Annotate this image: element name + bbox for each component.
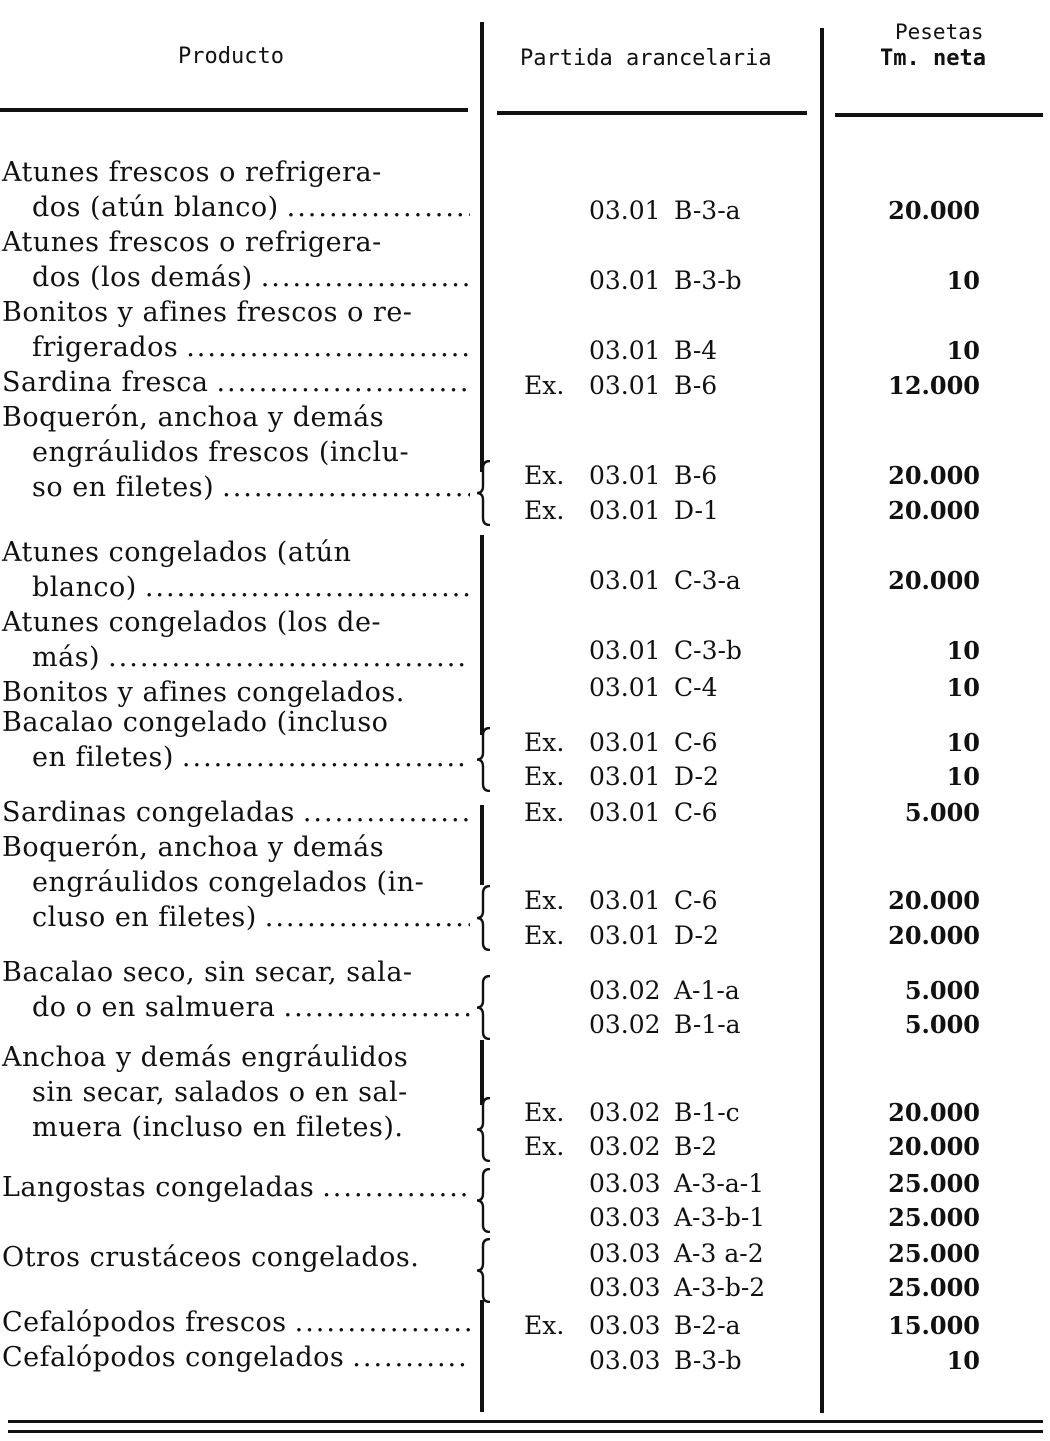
heading-number: 03.01 xyxy=(589,921,661,950)
product-cell xyxy=(2,795,470,830)
product-line xyxy=(2,1305,470,1340)
pesetas-value: 25.000 xyxy=(888,1239,980,1268)
heading-number: 03.03 xyxy=(589,1203,661,1232)
header-underline-pesetas xyxy=(835,113,1043,117)
leader-dots xyxy=(222,470,470,505)
heading-number: 03.01 xyxy=(589,266,661,295)
pesetas-value: 25.000 xyxy=(888,1203,980,1232)
subheading: B-3-b xyxy=(674,1346,742,1375)
heading-number: 03.03 xyxy=(589,1311,661,1340)
curly-brace-icon xyxy=(476,1168,492,1233)
pesetas-value: 25.000 xyxy=(888,1273,980,1302)
product-line xyxy=(2,830,470,865)
curly-brace-icon xyxy=(476,885,492,951)
ex-prefix: Ex. xyxy=(524,1132,565,1161)
column-divider-1a xyxy=(480,22,484,472)
product-cell xyxy=(2,155,470,225)
header-underline-partida xyxy=(497,111,807,115)
subheading: A-3-a-1 xyxy=(674,1169,765,1198)
pesetas-value: 5.000 xyxy=(904,976,980,1005)
product-cell xyxy=(2,1170,470,1205)
product-line xyxy=(2,705,470,740)
header-producto: Producto xyxy=(178,44,284,69)
heading-number: 03.01 xyxy=(589,673,661,702)
product-text: dos (atún blanco) xyxy=(32,192,279,223)
heading-number: 03.02 xyxy=(589,1132,661,1161)
subheading: C-3-b xyxy=(674,636,742,665)
product-line xyxy=(2,1075,470,1110)
subheading: B-3-b xyxy=(674,266,742,295)
leader-dots xyxy=(108,640,470,675)
ex-prefix: Ex. xyxy=(524,371,565,400)
product-line xyxy=(2,470,470,505)
subheading: A-1-a xyxy=(674,976,740,1005)
ex-prefix: Ex. xyxy=(524,461,565,490)
product-text: Atunes congelados (atún xyxy=(2,537,352,568)
leader-dots xyxy=(265,900,470,935)
heading-number: 03.03 xyxy=(589,1346,661,1375)
leader-dots xyxy=(261,260,470,295)
product-line xyxy=(2,740,470,775)
product-cell xyxy=(2,1340,470,1375)
ex-prefix: Ex. xyxy=(524,1098,565,1127)
subheading: D-1 xyxy=(674,496,719,525)
leader-dots xyxy=(295,1305,470,1340)
subheading: B-4 xyxy=(674,336,718,365)
product-line xyxy=(2,900,470,935)
pesetas-value: 10 xyxy=(946,636,980,665)
ex-prefix: Ex. xyxy=(524,496,565,525)
product-text: dos (los demás) xyxy=(32,262,253,293)
product-text: Anchoa y demás engráulidos xyxy=(2,1042,409,1073)
heading-number: 03.01 xyxy=(589,461,661,490)
product-cell xyxy=(2,535,470,605)
ex-prefix: Ex. xyxy=(524,728,565,757)
pesetas-value: 20.000 xyxy=(888,1098,980,1127)
product-line xyxy=(2,1170,470,1205)
product-text: Bacalao seco, sin secar, sala- xyxy=(2,957,413,988)
product-line xyxy=(2,955,470,990)
subheading: C-4 xyxy=(674,673,718,702)
pesetas-value: 20.000 xyxy=(888,496,980,525)
subheading: B-2-a xyxy=(674,1311,741,1340)
product-line xyxy=(2,225,470,260)
product-cell xyxy=(2,955,470,1025)
product-text: Sardina fresca xyxy=(2,367,209,398)
product-cell xyxy=(2,605,470,675)
pesetas-value: 20.000 xyxy=(888,886,980,915)
product-text: Cefalópodos frescos xyxy=(2,1307,287,1338)
heading-number: 03.01 xyxy=(589,636,661,665)
leader-dots xyxy=(145,570,470,605)
column-divider-1e xyxy=(480,1300,484,1412)
column-divider-1d xyxy=(480,1040,484,1105)
product-cell xyxy=(2,705,470,775)
subheading: A-3-b-1 xyxy=(674,1203,766,1232)
product-text: Cefalópodos congelados xyxy=(2,1342,345,1373)
subheading: C-6 xyxy=(674,798,718,827)
product-cell xyxy=(2,1040,470,1145)
product-line xyxy=(2,865,470,900)
column-divider-2 xyxy=(820,28,824,1413)
heading-number: 03.02 xyxy=(589,1098,661,1127)
product-text: cluso en filetes) xyxy=(32,902,257,933)
ex-prefix: Ex. xyxy=(524,921,565,950)
heading-number: 03.01 xyxy=(589,886,661,915)
product-text: do o en salmuera xyxy=(32,992,276,1023)
leader-dots xyxy=(352,1340,470,1375)
product-cell xyxy=(2,1305,470,1340)
product-line xyxy=(2,295,470,330)
product-cell xyxy=(2,1240,470,1275)
product-line xyxy=(2,330,470,365)
leader-dots xyxy=(186,330,470,365)
ex-prefix: Ex. xyxy=(524,886,565,915)
product-line xyxy=(2,435,470,470)
leader-dots xyxy=(182,740,470,775)
product-line xyxy=(2,365,470,400)
product-line xyxy=(2,990,470,1025)
heading-number: 03.01 xyxy=(589,762,661,791)
product-text: Bonitos y afines congelados. xyxy=(2,677,405,708)
leader-dots xyxy=(322,1170,470,1205)
subheading: A-3-b-2 xyxy=(674,1273,766,1302)
product-text: Boquerón, anchoa y demás xyxy=(2,832,385,863)
subheading: D-2 xyxy=(674,921,719,950)
product-line xyxy=(2,640,470,675)
pesetas-value: 20.000 xyxy=(888,196,980,225)
product-cell xyxy=(2,365,470,400)
product-line xyxy=(2,1110,470,1145)
product-cell xyxy=(2,295,470,365)
column-divider-1c xyxy=(480,805,484,885)
column-divider-1b xyxy=(480,535,484,735)
product-text: Atunes congelados (los de- xyxy=(2,607,382,638)
pesetas-value: 25.000 xyxy=(888,1169,980,1198)
subheading: A-3 a-2 xyxy=(674,1239,764,1268)
curly-brace-icon xyxy=(476,1238,492,1303)
product-text: frigerados xyxy=(32,332,179,363)
curly-brace-icon xyxy=(476,460,492,526)
pesetas-value: 10 xyxy=(946,673,980,702)
product-line xyxy=(2,795,470,830)
product-line xyxy=(2,535,470,570)
pesetas-value: 20.000 xyxy=(888,921,980,950)
pesetas-value: 5.000 xyxy=(904,798,980,827)
header-tm-neta: Tm. neta xyxy=(880,46,986,71)
product-line xyxy=(2,1240,470,1275)
product-text: Langostas congeladas xyxy=(2,1172,315,1203)
curly-brace-icon xyxy=(476,727,492,792)
product-line xyxy=(2,605,470,640)
product-text: en filetes) xyxy=(32,742,174,773)
subheading: B-6 xyxy=(674,461,718,490)
heading-number: 03.01 xyxy=(589,566,661,595)
product-cell xyxy=(2,400,470,505)
heading-number: 03.01 xyxy=(589,336,661,365)
ex-prefix: Ex. xyxy=(524,762,565,791)
product-text: engráulidos frescos (inclu- xyxy=(32,437,410,468)
product-line xyxy=(2,400,470,435)
heading-number: 03.01 xyxy=(589,728,661,757)
heading-number: 03.02 xyxy=(589,976,661,1005)
pesetas-value: 20.000 xyxy=(888,566,980,595)
curly-brace-icon xyxy=(476,975,492,1040)
pesetas-value: 20.000 xyxy=(888,1132,980,1161)
subheading: B-1-c xyxy=(674,1098,740,1127)
product-text: Atunes frescos o refrigera- xyxy=(2,157,382,188)
product-text: Bonitos y afines frescos o re- xyxy=(2,297,413,328)
bottom-rule-top xyxy=(8,1420,1043,1423)
subheading: C-6 xyxy=(674,886,718,915)
product-line xyxy=(2,1040,470,1075)
product-text: más) xyxy=(32,642,101,673)
product-text: sin secar, salados o en sal- xyxy=(32,1077,408,1108)
product-line xyxy=(2,190,470,225)
pesetas-value: 15.000 xyxy=(888,1311,980,1340)
header-pesetas: Pesetas xyxy=(895,20,984,44)
pesetas-value: 10 xyxy=(946,1346,980,1375)
subheading: B-1-a xyxy=(674,1010,741,1039)
subheading: D-2 xyxy=(674,762,719,791)
pesetas-value: 12.000 xyxy=(888,371,980,400)
leader-dots xyxy=(287,190,470,225)
leader-dots xyxy=(216,365,470,400)
product-text: Boquerón, anchoa y demás xyxy=(2,402,385,433)
subheading: B-3-a xyxy=(674,196,741,225)
heading-number: 03.01 xyxy=(589,371,661,400)
header-underline-producto xyxy=(0,108,468,112)
pesetas-value: 20.000 xyxy=(888,461,980,490)
product-line xyxy=(2,155,470,190)
bottom-rule-bottom xyxy=(8,1430,1043,1433)
product-text: Sardinas congeladas xyxy=(2,797,295,828)
product-cell xyxy=(2,830,470,935)
subheading: B-6 xyxy=(674,371,718,400)
heading-number: 03.02 xyxy=(589,1010,661,1039)
product-text: so en filetes) xyxy=(32,472,215,503)
product-text: Otros crustáceos congelados. xyxy=(2,1242,420,1273)
leader-dots xyxy=(303,795,470,830)
product-cell xyxy=(2,225,470,295)
subheading: C-6 xyxy=(674,728,718,757)
pesetas-value: 5.000 xyxy=(904,1010,980,1039)
product-line xyxy=(2,1340,470,1375)
pesetas-value: 10 xyxy=(946,336,980,365)
ex-prefix: Ex. xyxy=(524,1311,565,1340)
product-text: muera (incluso en filetes). xyxy=(32,1112,404,1143)
pesetas-value: 10 xyxy=(946,728,980,757)
product-line xyxy=(2,570,470,605)
product-text: blanco) xyxy=(32,572,137,603)
product-text: engráulidos congelados (in- xyxy=(32,867,425,898)
header-partida: Partida arancelaria xyxy=(520,46,772,71)
heading-number: 03.01 xyxy=(589,196,661,225)
leader-dots xyxy=(283,990,470,1025)
product-text: Bacalao congelado (incluso xyxy=(2,707,389,738)
heading-number: 03.03 xyxy=(589,1273,661,1302)
heading-number: 03.01 xyxy=(589,496,661,525)
heading-number: 03.01 xyxy=(589,798,661,827)
subheading: B-2 xyxy=(674,1132,718,1161)
pesetas-value: 10 xyxy=(946,762,980,791)
product-text: Atunes frescos o refrigera- xyxy=(2,227,382,258)
subheading: C-3-a xyxy=(674,566,741,595)
heading-number: 03.03 xyxy=(589,1169,661,1198)
ex-prefix: Ex. xyxy=(524,798,565,827)
curly-brace-icon xyxy=(476,1097,492,1162)
product-line xyxy=(2,260,470,295)
heading-number: 03.03 xyxy=(589,1239,661,1268)
pesetas-value: 10 xyxy=(946,266,980,295)
